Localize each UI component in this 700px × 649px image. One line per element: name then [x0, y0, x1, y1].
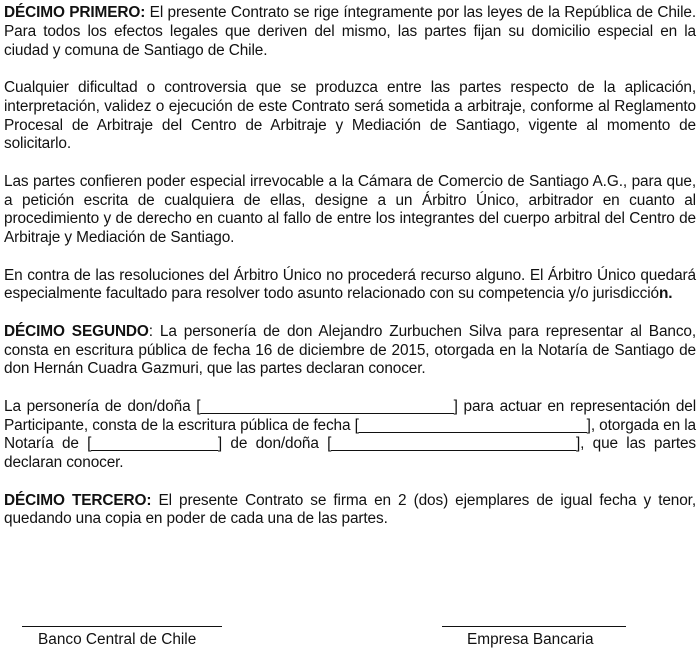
clause-heading: DÉCIMO PRIMERO: [4, 4, 146, 21]
clause-text: En contra de las resoluciones del Árbitro Único no procederá recurso alguno. El Árbitro Único quedará especialmente facultado para resolver todo asunto relacionado con su competencia y/o jurisdicció [4, 266, 696, 303]
clause-text: El presente Contrato se firma en 2 (dos) ejemplares de igual fecha y tenor, quedando una copia en poder de cada una de las partes. [4, 491, 696, 528]
clause-text: Las partes confieren poder especial irrevocable a la Cámara de Comercio de Santiago A.G., para que, a petición escrita de cualquiera de ellas, designe a un Árbitro Único, arbitrador en cuanto al procedimiento y de derecho en cuanto al fallo de entre los integrantes del cuerpo arbitral del Centro de Arbitraje y Mediación de Santiago. [4, 172, 696, 247]
signature-label-banco-central: Banco Central de Chile [38, 631, 197, 648]
participant-representation-paragraph [4, 398, 696, 473]
clause-decimo-segundo [4, 323, 696, 379]
clause-text: : La personería de don Alejandro Zurbuchen Silva para representar al Banco, consta en escritura pública de fecha 16 de diciembre de 2015, otorgada en la Notaría de Santiago de don Hernán Cuadra Gazmuri, que las partes declaran conocer. [4, 322, 697, 378]
clause-text-bold-end: n. [658, 285, 673, 303]
signature-label-empresa-bancaria: Empresa Bancaria [467, 631, 594, 648]
contract-page [4, 4, 696, 529]
clause-decimo-primero [4, 4, 696, 60]
clause-heading: DÉCIMO TERCERO: [4, 491, 152, 509]
arbitrator-appointment-paragraph [4, 173, 696, 248]
clause-text: Cualquier dificultad o controversia que se produzca entre las partes respecto de la aplicación, interpretación, validez o ejecución de este Contrato será sometida a arbitraje, conforme al Reglamento Procesal de Arbitraje del Centro de Arbitraje y Mediación de Santiago, vigente al momento de solicitarlo. [4, 78, 696, 153]
arbitrator-resolutions-paragraph [4, 267, 696, 305]
clause-text: El presente Contrato se rige íntegramente por las leyes de la República de Chile. Para todos los efectos legales que deriven del mismo, las partes fijan su domicilio especial en la ciudad y comuna de Santiago de Chile. [4, 4, 696, 59]
clause-text: La personería de don/doña [______________________________] para actuar en representación del Participante, consta de la escritura pública de fecha [___________________________], otorgada en la Notaría de [_______________] de don/doña [_____________________________], que las partes declaran conocer. [4, 397, 696, 472]
clause-decimo-tercero [4, 492, 696, 530]
arbitration-paragraph [4, 79, 696, 154]
signature-line-left [22, 626, 222, 627]
clause-heading: DÉCIMO SEGUNDO [4, 322, 149, 340]
signature-line-right [442, 626, 626, 627]
